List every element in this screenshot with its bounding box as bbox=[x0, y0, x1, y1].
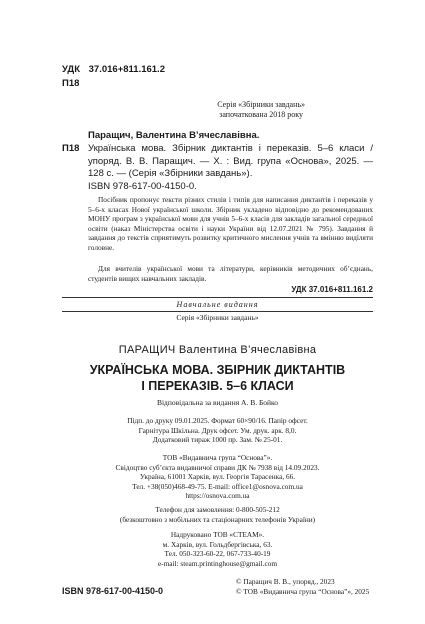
copyright-line: © Паращич В. В., упоряд., 2023 bbox=[236, 577, 335, 586]
udk-bottom: УДК 37.016+811.161.2 bbox=[291, 285, 373, 294]
publisher-info bbox=[62, 453, 373, 501]
print-info-line: Додатковий тираж 1000 пр. Зам. № 25-01. bbox=[152, 435, 283, 444]
udk-line bbox=[62, 64, 165, 75]
bibliographic-description: Українська мова. Збірник диктантів і переказів. 5–6 класи / упоряд. В. В. Паращич. — Х. : Вид. група «Основа», 2025. — 128 с. — (Серія «Збірники завдань»). bbox=[88, 143, 373, 179]
isbn-bottom: ISBN 978-617-00-4150-0 bbox=[62, 586, 164, 596]
copyright-block bbox=[236, 577, 369, 597]
book-title bbox=[62, 362, 373, 394]
publisher-line: ТОВ «Видавнича група “Основа”». bbox=[162, 453, 273, 462]
edition-type: Навчальне видання bbox=[176, 300, 259, 309]
bbk-code: П18 bbox=[62, 78, 80, 89]
series-name: Серія «Збірники завдань» bbox=[217, 100, 305, 109]
printer-line: Тел. 050-323-60-22, 067-733-40-19 bbox=[164, 549, 271, 558]
udk-label: УДК bbox=[62, 64, 80, 75]
responsible-editor: Відповідальна за видання А. В. Бойко bbox=[156, 398, 279, 407]
print-info-line: Гарнітура Шкільна. Друк офсет. Ум. друк. арк. 8,0. bbox=[138, 425, 297, 435]
bibliographic-isbn: ISBN 978-617-00-4150-0. bbox=[88, 181, 197, 192]
printer-line: e-mail: steam.printinghouse@gmail.com bbox=[157, 558, 278, 568]
printer-line: м. Харків, вул. Гольдбергівська, 63. bbox=[162, 539, 273, 549]
divider-top bbox=[62, 297, 373, 298]
udk-value: 37.016+811.161.2 bbox=[88, 64, 165, 75]
audience-paragraph: Для вчителів української мови та літератури, керівників методичних об’єднань, студентів вищих навчальних закладів. bbox=[88, 264, 373, 283]
publisher-line: Україна, 61001 Харків, вул. Георгія Тарасенка, 66. bbox=[139, 472, 296, 481]
print-info-line: Підп. до друку 09.01.2025. Формат 60×90/16. Папір офсет. bbox=[127, 416, 308, 425]
series-note-top bbox=[217, 100, 305, 120]
order-phone-line: (безкоштовно з мобільних та стаціонарних телефонів України) bbox=[119, 514, 316, 524]
printer-info bbox=[62, 530, 373, 568]
catalog-code: П18 bbox=[62, 143, 80, 154]
author-name: ПАРАЩИЧ Валентина В’ячеславівна bbox=[118, 344, 317, 356]
printer-line: Надруковано ТОВ «СТЕАМ». bbox=[170, 530, 265, 539]
publisher-line: Тел. +38(050)468-49-75. E-mail: office1@osnova.com.ua bbox=[132, 481, 303, 491]
book-title-line-1: УКРАЇНСЬКА МОВА. ЗБІРНИК ДИКТАНТІВ bbox=[89, 363, 346, 377]
divider-middle bbox=[62, 311, 373, 312]
series-started: започаткована 2018 року bbox=[219, 110, 304, 119]
publisher-line: https://osnova.com.ua bbox=[185, 491, 250, 500]
author-heading: Паращич, Валентина В’ячеславівна. bbox=[88, 130, 260, 141]
series-name-mid: Серія «Збірники завдань» bbox=[176, 313, 259, 322]
order-phone bbox=[62, 505, 373, 524]
publisher-line: Свідоцтво суб’єкта видавничої справи ДК № 7938 від 14.09.2023. bbox=[115, 462, 320, 472]
order-phone-line: Телефон для замовлення: 0-800-505-212 bbox=[155, 505, 280, 514]
abstract-paragraph: Посібник пропонує тексти різних стилів і типів для написання диктантів і переказів у 5–6-х класах Нової української школи. Збірник укладено відповідно до рекомендованих МОНУ програм з української мови для учнів 5–6-х класів для закладів загальної середньої освіти (наказ Міністерства освіти і науки України від 12.07.2021 № 795). Завдання й завдання до текстів сприятимуть розвитку критичного мислення учнів та вмінню виділяти головне. bbox=[88, 195, 373, 252]
print-info bbox=[62, 416, 373, 445]
book-title-line-2: І ПЕРЕКАЗІВ. 5–6 КЛАСИ bbox=[141, 379, 294, 393]
copyright-line: © ТОВ «Видавнича група “Основа”», 2025 bbox=[236, 587, 370, 596]
